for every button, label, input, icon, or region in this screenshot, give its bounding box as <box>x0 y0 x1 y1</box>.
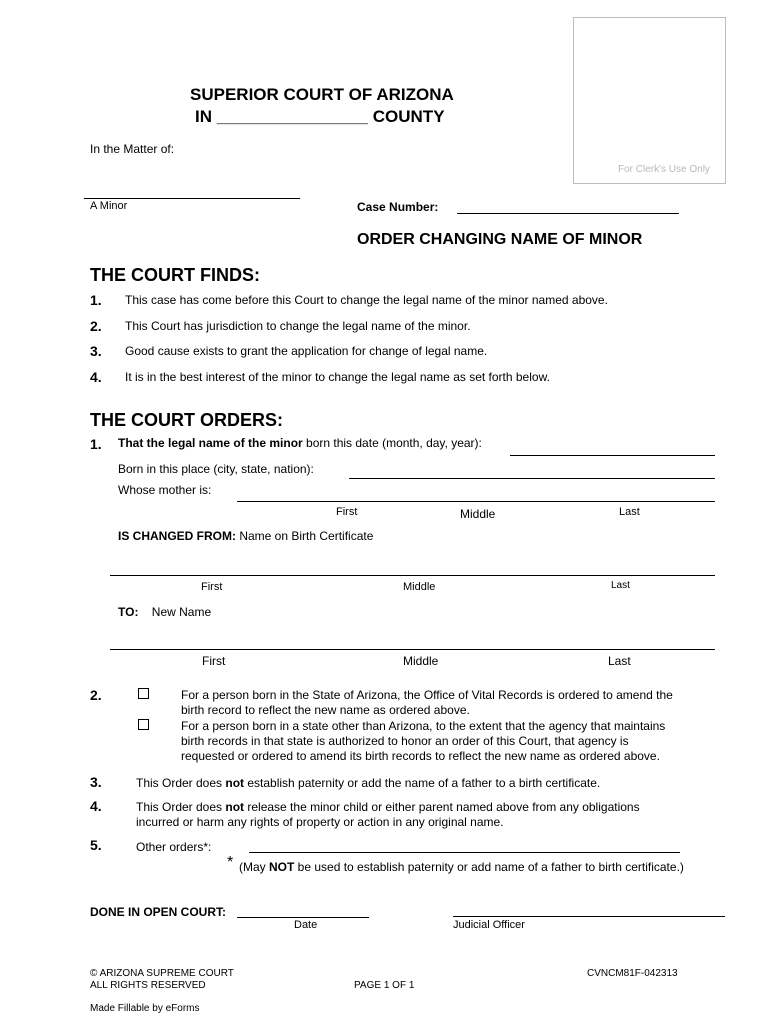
rights-line: ALL RIGHTS RESERVED <box>90 980 206 991</box>
finds-text-2: This Court has jurisdiction to change the legal name of the minor. <box>125 319 471 333</box>
county-prefix: IN <box>195 107 212 126</box>
orders-num-4: 4. <box>90 798 102 814</box>
new-name-field[interactable] <box>110 649 715 650</box>
other-state-birth-text: For a person born in a state other than Arizona, to the extent that the agency that maintains birth records in that state is authorized to honor an order of this Court, that agency is requested or ordered to amend its birth records to reflect the new name as ordered above. <box>181 719 666 763</box>
born-place-label: Born in this place (city, state, nation): <box>118 462 314 476</box>
finds-num-4: 4. <box>90 369 102 385</box>
birth-certificate-name-field[interactable] <box>110 575 715 576</box>
other-orders-field[interactable] <box>249 852 680 853</box>
orders-num-1: 1. <box>90 436 102 452</box>
case-number-field[interactable] <box>457 213 679 214</box>
to-first-label: First <box>202 654 226 668</box>
county-line <box>195 107 445 127</box>
judicial-officer-label: Judicial Officer <box>453 919 525 931</box>
copyright-line: © ARIZONA SUPREME COURT <box>90 968 234 979</box>
paternity-bold: not <box>225 776 245 790</box>
footnote-text <box>239 860 684 874</box>
changed-from-rest: Name on Birth Certificate <box>236 529 374 543</box>
new-name-label: New Name <box>151 605 212 619</box>
order-title: ORDER CHANGING NAME OF MINOR <box>357 231 643 248</box>
page-number: PAGE 1 OF 1 <box>354 980 415 991</box>
orders-num-2: 2. <box>90 687 102 703</box>
mother-name-field[interactable] <box>237 501 715 502</box>
from-first-label: First <box>201 581 223 593</box>
finds-heading: THE COURT FINDS: <box>90 265 260 285</box>
date-label: Date <box>294 919 318 931</box>
paternity-text <box>136 776 600 790</box>
clerk-use-box <box>573 17 726 184</box>
mother-last-label: Last <box>619 506 640 518</box>
footnote-post: be used to establish paternity or add name of a father to birth certificate.) <box>294 860 684 874</box>
born-place-field[interactable] <box>349 478 715 479</box>
legal-name-lead <box>118 436 482 450</box>
finds-text-1: This case has come before this Court to change the legal name of the minor named above. <box>125 293 608 307</box>
arizona-birth-checkbox[interactable] <box>138 688 149 699</box>
obligations-bold: not <box>225 800 245 814</box>
to-last-label: Last <box>608 654 631 668</box>
other-state-birth-checkbox[interactable] <box>138 719 149 730</box>
finds-num-3: 3. <box>90 343 102 359</box>
to-label: TO: <box>118 605 139 619</box>
orders-num-3: 3. <box>90 774 102 790</box>
form-code: CVNCM81F-042313 <box>587 968 678 979</box>
orders-heading: THE COURT ORDERS: <box>90 410 283 430</box>
footnote-star: * <box>227 854 234 871</box>
other-orders-label: Other orders*: <box>136 840 212 854</box>
finds-text-4: It is in the best interest of the minor to change the legal name as set forth below. <box>125 370 550 384</box>
minor-name-line[interactable] <box>84 198 300 199</box>
obligations-post: release the minor child or either parent named above from any obligations incurred or harm any rights of property or action in any original name. <box>136 800 640 829</box>
date-field[interactable] <box>237 917 369 918</box>
to-middle-label: Middle <box>403 654 439 668</box>
to-label-row <box>118 605 211 619</box>
county-blank[interactable]: ________________ <box>216 107 369 126</box>
from-last-label: Last <box>611 580 630 591</box>
obligations-pre: This Order does <box>136 800 226 814</box>
finds-num-2: 2. <box>90 318 102 334</box>
matter-label: In the Matter of: <box>90 142 175 156</box>
legal-name-lead-rest: born this date (month, day, year): <box>302 436 482 450</box>
finds-num-1: 1. <box>90 292 102 308</box>
clerk-note: For Clerk's Use Only <box>618 164 710 175</box>
court-title: SUPERIOR COURT OF ARIZONA <box>190 85 454 104</box>
changed-from-bold: IS CHANGED FROM: <box>118 529 236 543</box>
footnote-pre: (May <box>239 860 269 874</box>
case-number-label: Case Number: <box>357 200 439 214</box>
from-middle-label: Middle <box>403 581 436 593</box>
orders-num-5: 5. <box>90 837 102 853</box>
county-suffix: COUNTY <box>372 107 445 126</box>
finds-text-3: Good cause exists to grant the application for change of legal name. <box>125 344 488 358</box>
mother-middle-label: Middle <box>460 507 496 521</box>
minor-label: A Minor <box>90 200 128 212</box>
paternity-pre: This Order does <box>136 776 226 790</box>
legal-name-lead-bold: That the legal name of the minor <box>118 436 303 450</box>
done-in-open-court-label: DONE IN OPEN COURT: <box>90 905 227 919</box>
judicial-officer-signature-field[interactable] <box>453 916 725 917</box>
birth-date-field[interactable] <box>510 455 715 456</box>
mother-label: Whose mother is: <box>118 483 212 497</box>
obligations-text <box>136 800 656 830</box>
arizona-birth-text: For a person born in the State of Arizona, the Office of Vital Records is ordered to amend the birth record to reflect the new name as ordered above. <box>181 688 673 717</box>
paternity-post: establish paternity or add the name of a father to a birth certificate. <box>244 776 601 790</box>
fillable-note: Made Fillable by eForms <box>90 1003 200 1014</box>
mother-first-label: First <box>336 506 358 518</box>
footnote-bold: NOT <box>269 860 295 874</box>
changed-from-label <box>118 529 373 543</box>
